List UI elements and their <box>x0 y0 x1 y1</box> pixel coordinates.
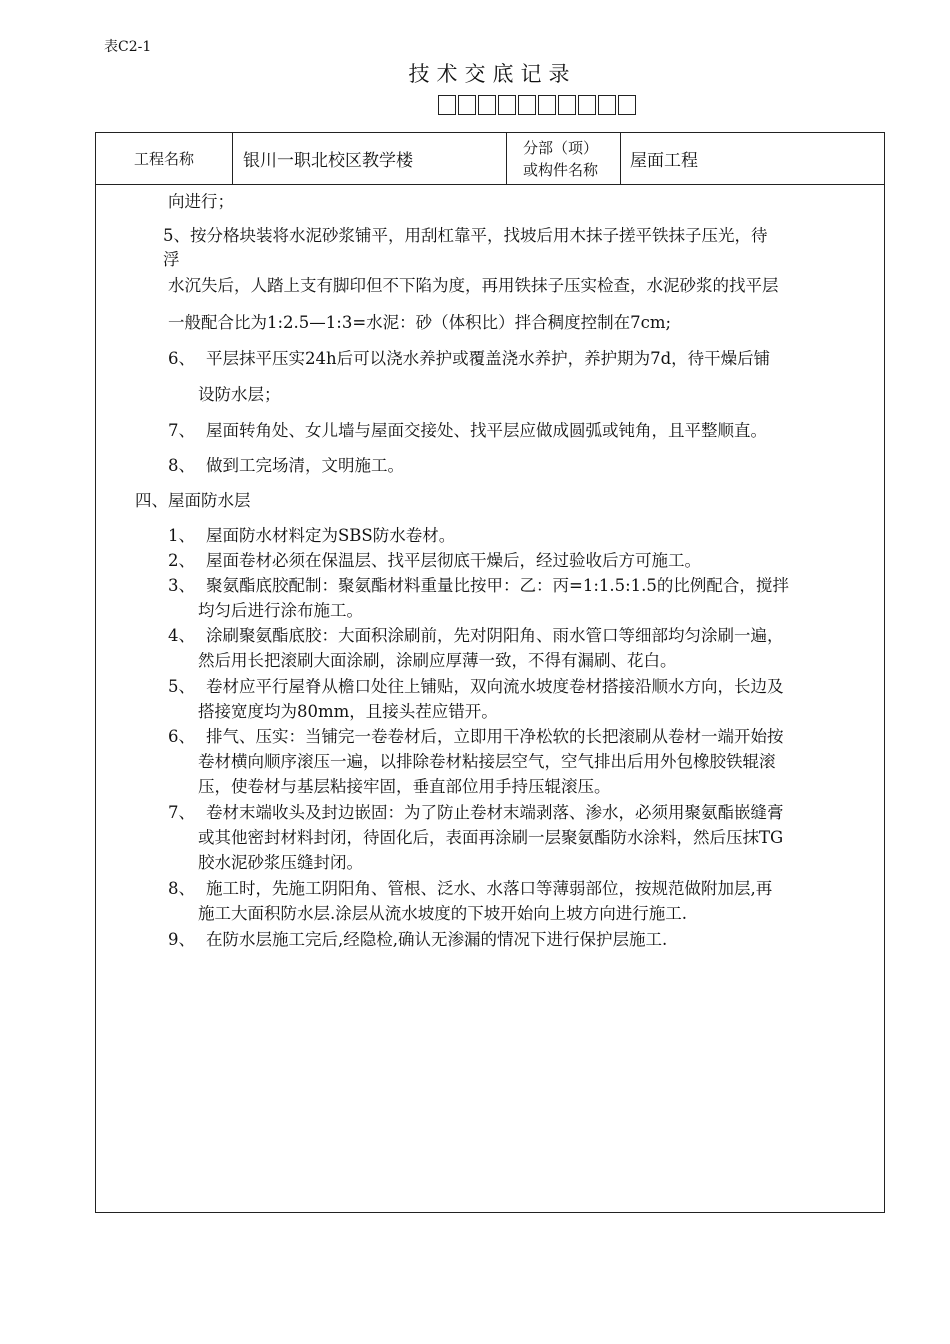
placeholder-box <box>558 95 576 115</box>
wp-item-line: 或其他密封材料封闭，待固化后，表面再涂刷一层聚氨酯防水涂料，然后压抹TG <box>198 828 784 847</box>
subpart-label <box>507 133 621 184</box>
wp-item-line: 然后用长把滚刷大面涂刷，涂刷应厚薄一致，不得有漏刷、花白。 <box>198 651 677 670</box>
item5-line1: 5、按分格块装将水泥砂浆铺平，用刮杠靠平，找坡后用木抹子搓平铁抹子压光，待 <box>163 226 768 245</box>
wp-item-line: 搭接宽度均为80mm，且接头茬应错开。 <box>198 702 498 721</box>
wp-item-num: 7、 <box>168 803 195 822</box>
placeholder-box <box>538 95 556 115</box>
placeholder-boxes <box>438 95 637 115</box>
wp-item-line: 卷材应平行屋脊从檐口处往上铺贴，双向流水坡度卷材搭接沿顺水方向，长边及 <box>206 677 784 696</box>
item7-num: 7、 <box>168 421 195 440</box>
wp-item-line: 施工时，先施工阴阳角、管根、泛水、水落口等薄弱部位，按规范做附加层,再 <box>206 879 773 898</box>
project-name-label: 工程名称 <box>96 133 233 184</box>
item8-line1: 做到工完场清，文明施工。 <box>206 456 404 475</box>
placeholder-box <box>578 95 596 115</box>
item8-num: 8、 <box>168 456 195 475</box>
subpart-value: 屋面工程 <box>630 151 698 171</box>
item5-line2: 浮 <box>163 250 180 269</box>
item6-num: 6、 <box>168 349 195 368</box>
placeholder-box <box>438 95 456 115</box>
item5-line4: 一般配合比为1:2.5—1:3=水泥：砂（体积比）拌合稠度控制在7cm; <box>168 313 672 332</box>
waterproof-heading: 四、屋面防水层 <box>135 491 251 510</box>
wp-item-num: 1、 <box>168 526 195 545</box>
item5-line3: 水沉失后，人踏上支有脚印但不下陷为度，再用铁抹子压实检查，水泥砂浆的找平层 <box>168 276 779 295</box>
continued-text: 向进行； <box>168 192 234 211</box>
wp-item-line: 均匀后进行涂布施工。 <box>198 601 363 620</box>
form-code: 表C2-1 <box>104 39 152 55</box>
wp-item-num: 3、 <box>168 576 195 595</box>
project-name-value: 银川一职北校区教学楼 <box>233 133 507 184</box>
wp-item-num: 9、 <box>168 930 195 949</box>
wp-item-num: 2、 <box>168 551 195 570</box>
page-title: 技术交底记录 <box>408 62 577 86</box>
wp-item-num: 5、 <box>168 677 195 696</box>
wp-item-line: 卷材末端收头及封边嵌固：为了防止卷材末端剥落、渗水，必须用聚氨酯嵌缝膏 <box>206 803 784 822</box>
placeholder-box <box>498 95 516 115</box>
item7-line1: 屋面转角处、女儿墙与屋面交接处、找平层应做成圆弧或钝角，且平整顺直。 <box>206 421 767 440</box>
wp-item-line: 排气、压实：当铺完一卷卷材后，立即用干净松软的长把滚刷从卷材一端开始按 <box>206 727 784 746</box>
wp-item-line: 卷材横向顺序滚压一遍，以排除卷材粘接层空气，空气排出后用外包橡胶铁辊滚 <box>198 752 776 771</box>
item6-line2: 设防水层； <box>198 385 281 404</box>
placeholder-box <box>458 95 476 115</box>
wp-item-line: 屋面防水材料定为SBS防水卷材。 <box>206 526 456 545</box>
wp-item-line: 涂刷聚氨酯底胶：大面积涂刷前，先对阴阳角、雨水管口等细部均匀涂刷一遍， <box>206 626 784 645</box>
wp-item-line: 屋面卷材必须在保温层、找平层彻底干燥后，经过验收后方可施工。 <box>206 551 701 570</box>
header-row <box>96 133 884 185</box>
placeholder-box <box>598 95 616 115</box>
disclosure-sheet <box>95 132 885 1213</box>
wp-item-line: 聚氨酯底胶配制：聚氨酯材料重量比按甲：乙：丙=1:1.5:1.5的比例配合，搅拌 <box>206 576 789 595</box>
wp-item-line: 在防水层施工完后,经隐检,确认无渗漏的情况下进行保护层施工. <box>206 930 668 949</box>
placeholder-box <box>518 95 536 115</box>
wp-item-line: 胶水泥砂浆压缝封闭。 <box>198 853 363 872</box>
wp-item-num: 6、 <box>168 727 195 746</box>
wp-item-line: 压，使卷材与基层粘接牢固，垂直部位用手持压辊滚压。 <box>198 777 611 796</box>
wp-item-num: 4、 <box>168 626 195 645</box>
subpart-label-line2: 或构件名称 <box>523 160 599 179</box>
placeholder-box <box>478 95 496 115</box>
wp-item-num: 8、 <box>168 879 195 898</box>
placeholder-box <box>618 95 636 115</box>
subpart-label-line1: 分部（项） <box>523 138 599 157</box>
item6-line1: 平层抹平压实24h后可以浇水养护或覆盖浇水养护，养护期为7d，待干燥后铺 <box>206 349 771 368</box>
wp-item-line: 施工大面积防水层.涂层从流水坡度的下坡开始向上坡方向进行施工. <box>198 904 687 923</box>
